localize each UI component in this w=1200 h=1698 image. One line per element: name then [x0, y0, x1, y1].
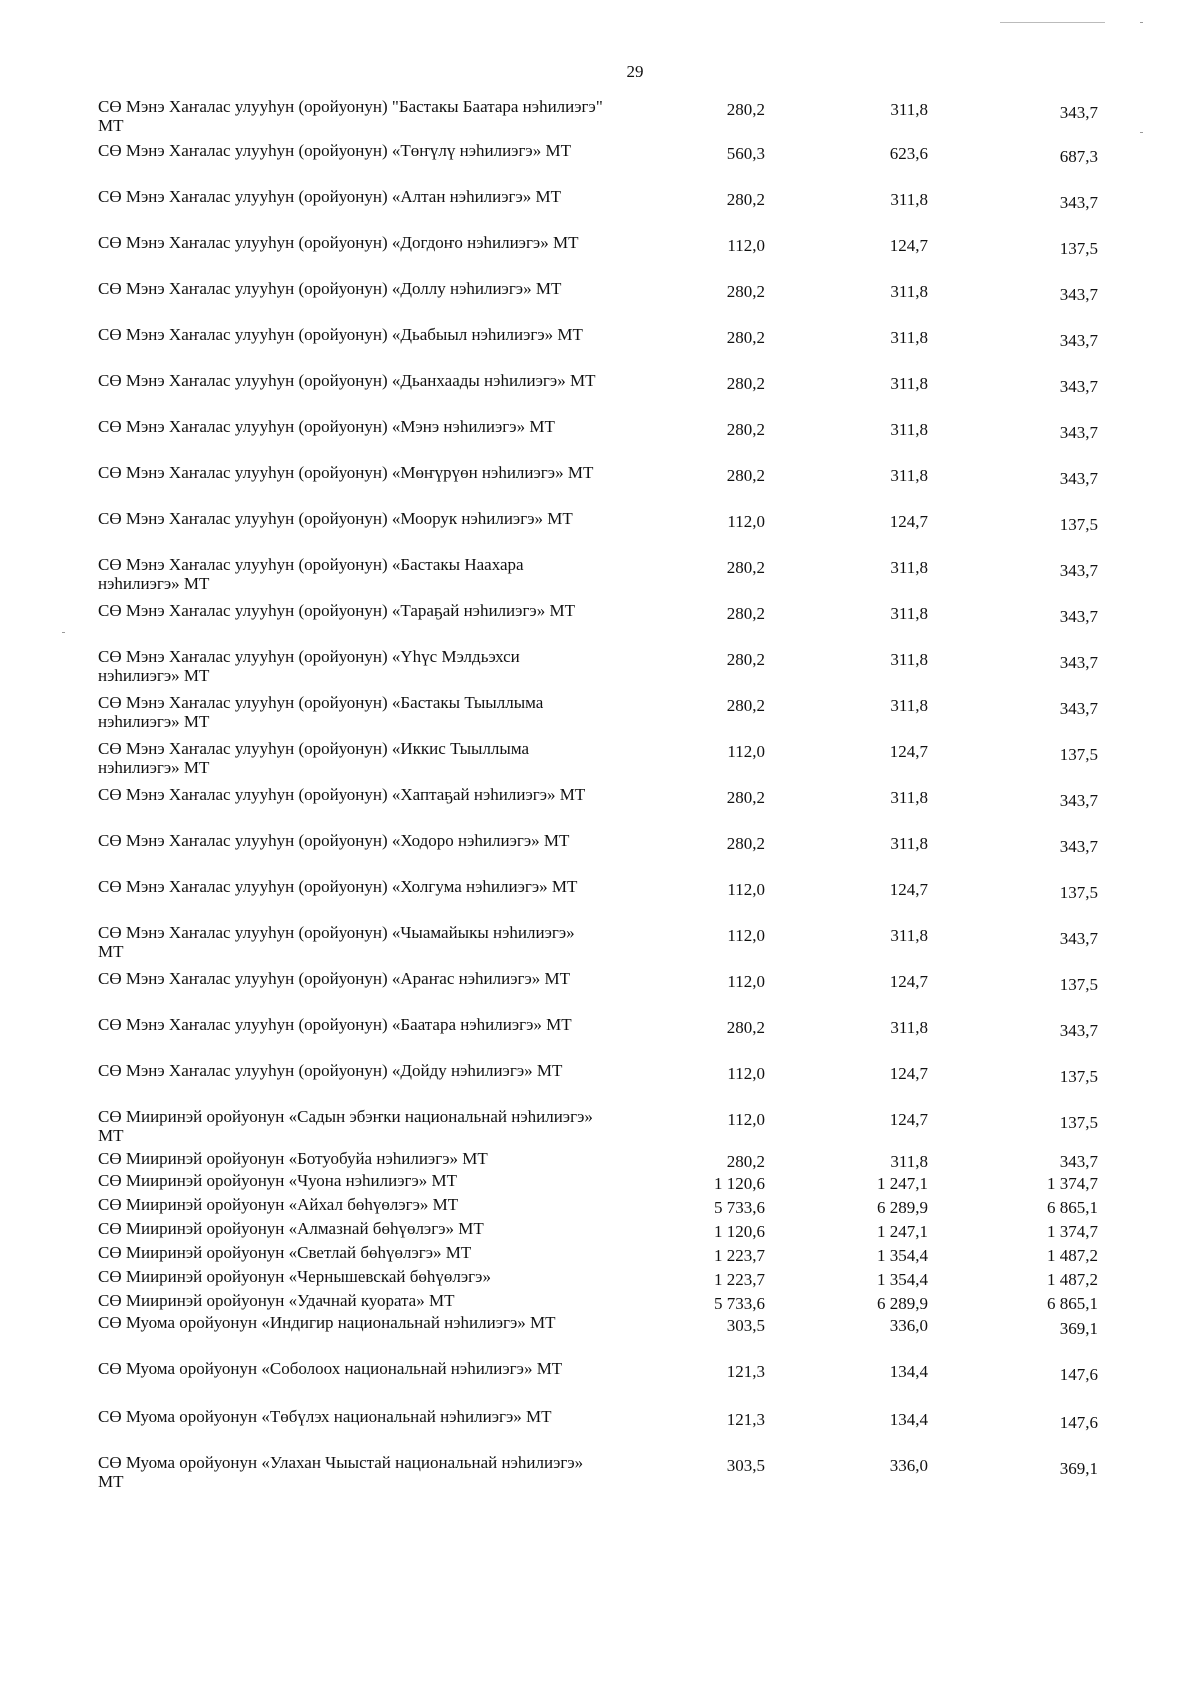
- value-year-2: 311,8: [890, 282, 928, 301]
- organization-name: СӨ Мииринэй оройуонун «Айхал бөһүөлэгэ» МТ: [98, 1195, 459, 1214]
- scan-artifact-dot: [1140, 132, 1143, 133]
- value-year-1: 280,2: [726, 466, 765, 485]
- table-row: [98, 1407, 1128, 1432]
- organization-name: СӨ Муома оройуонун «Индигир национальнай нэһилиэгэ» МТ: [98, 1313, 556, 1332]
- value-year-3: 147,6: [1059, 1413, 1098, 1432]
- value-year-1: 1 223,7: [714, 1246, 765, 1265]
- table-row: [98, 463, 1128, 488]
- value-year-1: 121,3: [726, 1410, 765, 1429]
- table-row: [98, 509, 1128, 534]
- value-year-1: 280,2: [726, 328, 765, 347]
- value-year-1: 303,5: [726, 1456, 765, 1475]
- value-year-3: 1 374,7: [1047, 1222, 1098, 1241]
- value-year-2: 1 354,4: [877, 1246, 928, 1265]
- value-year-2: 311,8: [890, 604, 928, 623]
- organization-name: СӨ Муома оройуонун «Соболоох национальнай нэһилиэгэ» МТ: [98, 1359, 563, 1378]
- table-row: [98, 325, 1128, 350]
- organization-name: СӨ Муома оройуонун «Төбүлэх национальнай нэһилиэгэ» МТ: [98, 1407, 552, 1426]
- organization-name: СӨ Мииринэй оройуонун «Садын эбэҥки национальнай нэһилиэгэ» МТ: [98, 1107, 593, 1145]
- value-year-3: 343,7: [1059, 607, 1098, 626]
- table-row: [98, 831, 1128, 856]
- value-year-2: 311,8: [890, 374, 928, 393]
- table-row: [98, 371, 1128, 396]
- organization-name: СӨ Мэнэ Хаҥалас улууһун (оройуонун) «Ходоро нэһилиэгэ» МТ: [98, 831, 570, 850]
- value-year-3: 343,7: [1059, 469, 1098, 488]
- organization-name: СӨ Мииринэй оройуонун «Светлай бөһүөлэгэ» МТ: [98, 1243, 472, 1262]
- value-year-1: 280,2: [726, 650, 765, 669]
- value-year-2: 6 289,9: [877, 1294, 928, 1313]
- table-row: [98, 1267, 1128, 1289]
- value-year-1: 280,2: [726, 558, 765, 577]
- value-year-3: 137,5: [1059, 745, 1098, 764]
- organization-name: СӨ Мэнэ Хаҥалас улууһун (оройуонун) «Доллу нэһилиэгэ» МТ: [98, 279, 562, 298]
- organization-name: СӨ Мэнэ Хаҥалас улууһун (оройуонун) «Дьабыыл нэһилиэгэ» МТ: [98, 325, 583, 344]
- organization-name: СӨ Мииринэй оройуонун «Чернышевскай бөһүөлэгэ»: [98, 1267, 491, 1286]
- value-year-1: 112,0: [727, 236, 765, 255]
- table-row: [98, 693, 1128, 731]
- table-row: [98, 555, 1128, 593]
- value-year-3: 343,7: [1059, 699, 1098, 718]
- value-year-3: 343,7: [1059, 1152, 1098, 1171]
- value-year-1: 280,2: [726, 834, 765, 853]
- value-year-3: 137,5: [1059, 883, 1098, 902]
- table-row: [98, 877, 1128, 902]
- table-row: [98, 1107, 1128, 1145]
- organization-name: СӨ Мииринэй оройуонун «Алмазнай бөһүөлэгэ» МТ: [98, 1219, 484, 1238]
- organization-name: СӨ Мэнэ Хаҥалас улууһун (оройуонун) «Иккис Тыыллыма нэһилиэгэ» МТ: [98, 739, 530, 777]
- value-year-2: 124,7: [889, 1110, 928, 1129]
- value-year-3: 369,1: [1059, 1459, 1098, 1478]
- table-row: [98, 187, 1128, 212]
- value-year-2: 311,8: [890, 558, 928, 577]
- organization-name: СӨ Мэнэ Хаҥалас улууһун (оройуонун) «Дойду нэһилиэгэ» МТ: [98, 1061, 563, 1080]
- value-year-2: 311,8: [890, 1018, 928, 1037]
- table-row: [98, 1171, 1128, 1193]
- value-year-2: 1 354,4: [877, 1270, 928, 1289]
- organization-name: СӨ Мэнэ Хаҥалас улууһун (оройуонун) «Моорук нэһилиэгэ» МТ: [98, 509, 573, 528]
- table-row: [98, 969, 1128, 994]
- organization-name: СӨ Мэнэ Хаҥалас улууһун (оройуонун) «Үһүс Мэлдьэхси нэһилиэгэ» МТ: [98, 647, 520, 685]
- value-year-3: 343,7: [1059, 653, 1098, 672]
- value-year-2: 311,8: [890, 696, 928, 715]
- value-year-2: 134,4: [889, 1362, 928, 1381]
- value-year-2: 623,6: [889, 144, 928, 163]
- value-year-1: 280,2: [726, 374, 765, 393]
- table-row: [98, 141, 1128, 166]
- table-row: [98, 739, 1128, 777]
- value-year-1: 280,2: [726, 1152, 765, 1171]
- table-row: [98, 1313, 1128, 1338]
- table-row: [98, 601, 1128, 626]
- value-year-2: 311,8: [890, 466, 928, 485]
- value-year-2: 124,7: [889, 236, 928, 255]
- value-year-1: 280,2: [726, 100, 765, 119]
- value-year-3: 343,7: [1059, 193, 1098, 212]
- value-year-3: 6 865,1: [1047, 1198, 1098, 1217]
- value-year-1: 112,0: [727, 972, 765, 991]
- value-year-1: 303,5: [726, 1316, 765, 1335]
- table-row: [98, 1195, 1128, 1217]
- value-year-2: 1 247,1: [877, 1174, 928, 1193]
- value-year-1: 5 733,6: [714, 1198, 765, 1217]
- value-year-3: 343,7: [1059, 1021, 1098, 1040]
- value-year-3: 343,7: [1059, 285, 1098, 304]
- value-year-3: 1 374,7: [1047, 1174, 1098, 1193]
- value-year-1: 5 733,6: [714, 1294, 765, 1313]
- scan-artifact-line: [1000, 22, 1105, 23]
- organization-name: СӨ Мииринэй оройуонун «Удачнай куората» МТ: [98, 1291, 455, 1310]
- value-year-2: 311,8: [890, 788, 928, 807]
- table-row: [98, 1291, 1128, 1313]
- organization-name: СӨ Мэнэ Хаҥалас улууһун (оройуонун) «Алтан нэһилиэгэ» МТ: [98, 187, 562, 206]
- table-row: [98, 97, 1128, 135]
- value-year-2: 336,0: [889, 1456, 928, 1475]
- value-year-3: 343,7: [1059, 377, 1098, 396]
- value-year-1: 121,3: [726, 1362, 765, 1381]
- value-year-1: 112,0: [727, 742, 765, 761]
- organization-name: СӨ Мэнэ Хаҥалас улууһун (оройуонун) «Араҥас нэһилиэгэ» МТ: [98, 969, 571, 988]
- value-year-3: 343,7: [1059, 561, 1098, 580]
- value-year-3: 137,5: [1059, 1113, 1098, 1132]
- table-row: [98, 1149, 1128, 1171]
- organization-name: СӨ Мэнэ Хаҥалас улууһун (оройуонун) «Мөҥүрүөн нэһилиэгэ» МТ: [98, 463, 594, 482]
- value-year-2: 134,4: [889, 1410, 928, 1429]
- organization-name: СӨ Мэнэ Хаҥалас улууһун (оройуонун) «Холгума нэһилиэгэ» МТ: [98, 877, 578, 896]
- organization-name: СӨ Мэнэ Хаҥалас улууһун (оройуонун) "Бастакы Баатара нэһилиэгэ" МТ: [98, 97, 603, 135]
- value-year-1: 112,0: [727, 1064, 765, 1083]
- organization-name: СӨ Мэнэ Хаҥалас улууһун (оройуонун) «Хаптаҕай нэһилиэгэ» МТ: [98, 785, 586, 804]
- organization-name: СӨ Мэнэ Хаҥалас улууһун (оройуонун) «Бастакы Наахара нэһилиэгэ» МТ: [98, 555, 524, 593]
- value-year-2: 124,7: [889, 1064, 928, 1083]
- value-year-2: 1 247,1: [877, 1222, 928, 1241]
- value-year-1: 280,2: [726, 282, 765, 301]
- scan-artifact-dot: [62, 632, 65, 633]
- value-year-1: 112,0: [727, 1110, 765, 1129]
- table-row: [98, 1243, 1128, 1265]
- table-row: [98, 1061, 1128, 1086]
- table-row: [98, 279, 1128, 304]
- value-year-3: 137,5: [1059, 1067, 1098, 1086]
- organization-name: СӨ Мэнэ Хаҥалас улууһун (оройуонун) «Мэнэ нэһилиэгэ» МТ: [98, 417, 555, 436]
- value-year-3: 343,7: [1059, 423, 1098, 442]
- organization-name: СӨ Мииринэй оройуонун «Чуона нэһилиэгэ» МТ: [98, 1171, 458, 1190]
- table-row: [98, 923, 1128, 961]
- value-year-2: 336,0: [889, 1316, 928, 1335]
- table-row: [98, 647, 1128, 685]
- organization-name: СӨ Мэнэ Хаҥалас улууһун (оройуонун) «Чыамайыкы нэһилиэгэ» МТ: [98, 923, 575, 961]
- value-year-2: 311,8: [890, 328, 928, 347]
- value-year-3: 6 865,1: [1047, 1294, 1098, 1313]
- value-year-1: 280,2: [726, 420, 765, 439]
- organization-name: СӨ Мэнэ Хаҥалас улууһун (оройуонун) «Төҥүлү нэһилиэгэ» МТ: [98, 141, 571, 160]
- value-year-2: 124,7: [889, 512, 928, 531]
- scan-artifact-dot: [1140, 22, 1143, 23]
- table-row: [98, 1359, 1128, 1384]
- value-year-3: 369,1: [1059, 1319, 1098, 1338]
- value-year-3: 137,5: [1059, 975, 1098, 994]
- value-year-2: 311,8: [890, 1152, 928, 1171]
- value-year-3: 1 487,2: [1047, 1270, 1098, 1289]
- value-year-3: 137,5: [1059, 239, 1098, 258]
- value-year-3: 687,3: [1059, 147, 1098, 166]
- value-year-1: 1 120,6: [714, 1222, 765, 1241]
- organization-name: СӨ Муома оройуонун «Улахан Чыыстай национальнай нэһилиэгэ» МТ: [98, 1453, 584, 1491]
- table-row: [98, 1015, 1128, 1040]
- value-year-1: 112,0: [727, 880, 765, 899]
- table-row: [98, 785, 1128, 810]
- organization-name: СӨ Мэнэ Хаҥалас улууһун (оройуонун) «Догдоҥо нэһилиэгэ» МТ: [98, 233, 579, 252]
- value-year-1: 280,2: [726, 696, 765, 715]
- value-year-1: 112,0: [727, 512, 765, 531]
- value-year-1: 112,0: [727, 926, 765, 945]
- value-year-2: 311,8: [890, 420, 928, 439]
- value-year-3: 1 487,2: [1047, 1246, 1098, 1265]
- value-year-1: 1 120,6: [714, 1174, 765, 1193]
- value-year-2: 311,8: [890, 650, 928, 669]
- value-year-3: 343,7: [1059, 103, 1098, 122]
- value-year-3: 343,7: [1059, 929, 1098, 948]
- value-year-3: 343,7: [1059, 791, 1098, 810]
- organization-name: СӨ Мэнэ Хаҥалас улууһун (оройуонун) «Баатара нэһилиэгэ» МТ: [98, 1015, 572, 1034]
- value-year-2: 311,8: [890, 926, 928, 945]
- value-year-3: 137,5: [1059, 515, 1098, 534]
- value-year-3: 343,7: [1059, 331, 1098, 350]
- value-year-2: 124,7: [889, 880, 928, 899]
- organization-name: СӨ Мэнэ Хаҥалас улууһун (оройуонун) «Тараҕай нэһилиэгэ» МТ: [98, 601, 575, 620]
- value-year-1: 280,2: [726, 1018, 765, 1037]
- value-year-2: 124,7: [889, 742, 928, 761]
- value-year-3: 343,7: [1059, 837, 1098, 856]
- value-year-1: 280,2: [726, 788, 765, 807]
- page-number: 29: [626, 62, 644, 81]
- value-year-1: 280,2: [726, 190, 765, 209]
- table-row: [98, 1453, 1128, 1491]
- value-year-2: 6 289,9: [877, 1198, 928, 1217]
- value-year-1: 1 223,7: [714, 1270, 765, 1289]
- value-year-1: 280,2: [726, 604, 765, 623]
- table-row: [98, 417, 1128, 442]
- organization-name: СӨ Мииринэй оройуонун «Ботуобуйа нэһилиэгэ» МТ: [98, 1149, 488, 1168]
- value-year-3: 147,6: [1059, 1365, 1098, 1384]
- value-year-1: 560,3: [726, 144, 765, 163]
- organization-name: СӨ Мэнэ Хаҥалас улууһун (оройуонун) «Дьанхаады нэһилиэгэ» МТ: [98, 371, 596, 390]
- value-year-2: 311,8: [890, 100, 928, 119]
- value-year-2: 311,8: [890, 190, 928, 209]
- organization-name: СӨ Мэнэ Хаҥалас улууһун (оройуонун) «Бастакы Тыыллыма нэһилиэгэ» МТ: [98, 693, 544, 731]
- table-row: [98, 1219, 1128, 1241]
- value-year-2: 124,7: [889, 972, 928, 991]
- table-row: [98, 233, 1128, 258]
- value-year-2: 311,8: [890, 834, 928, 853]
